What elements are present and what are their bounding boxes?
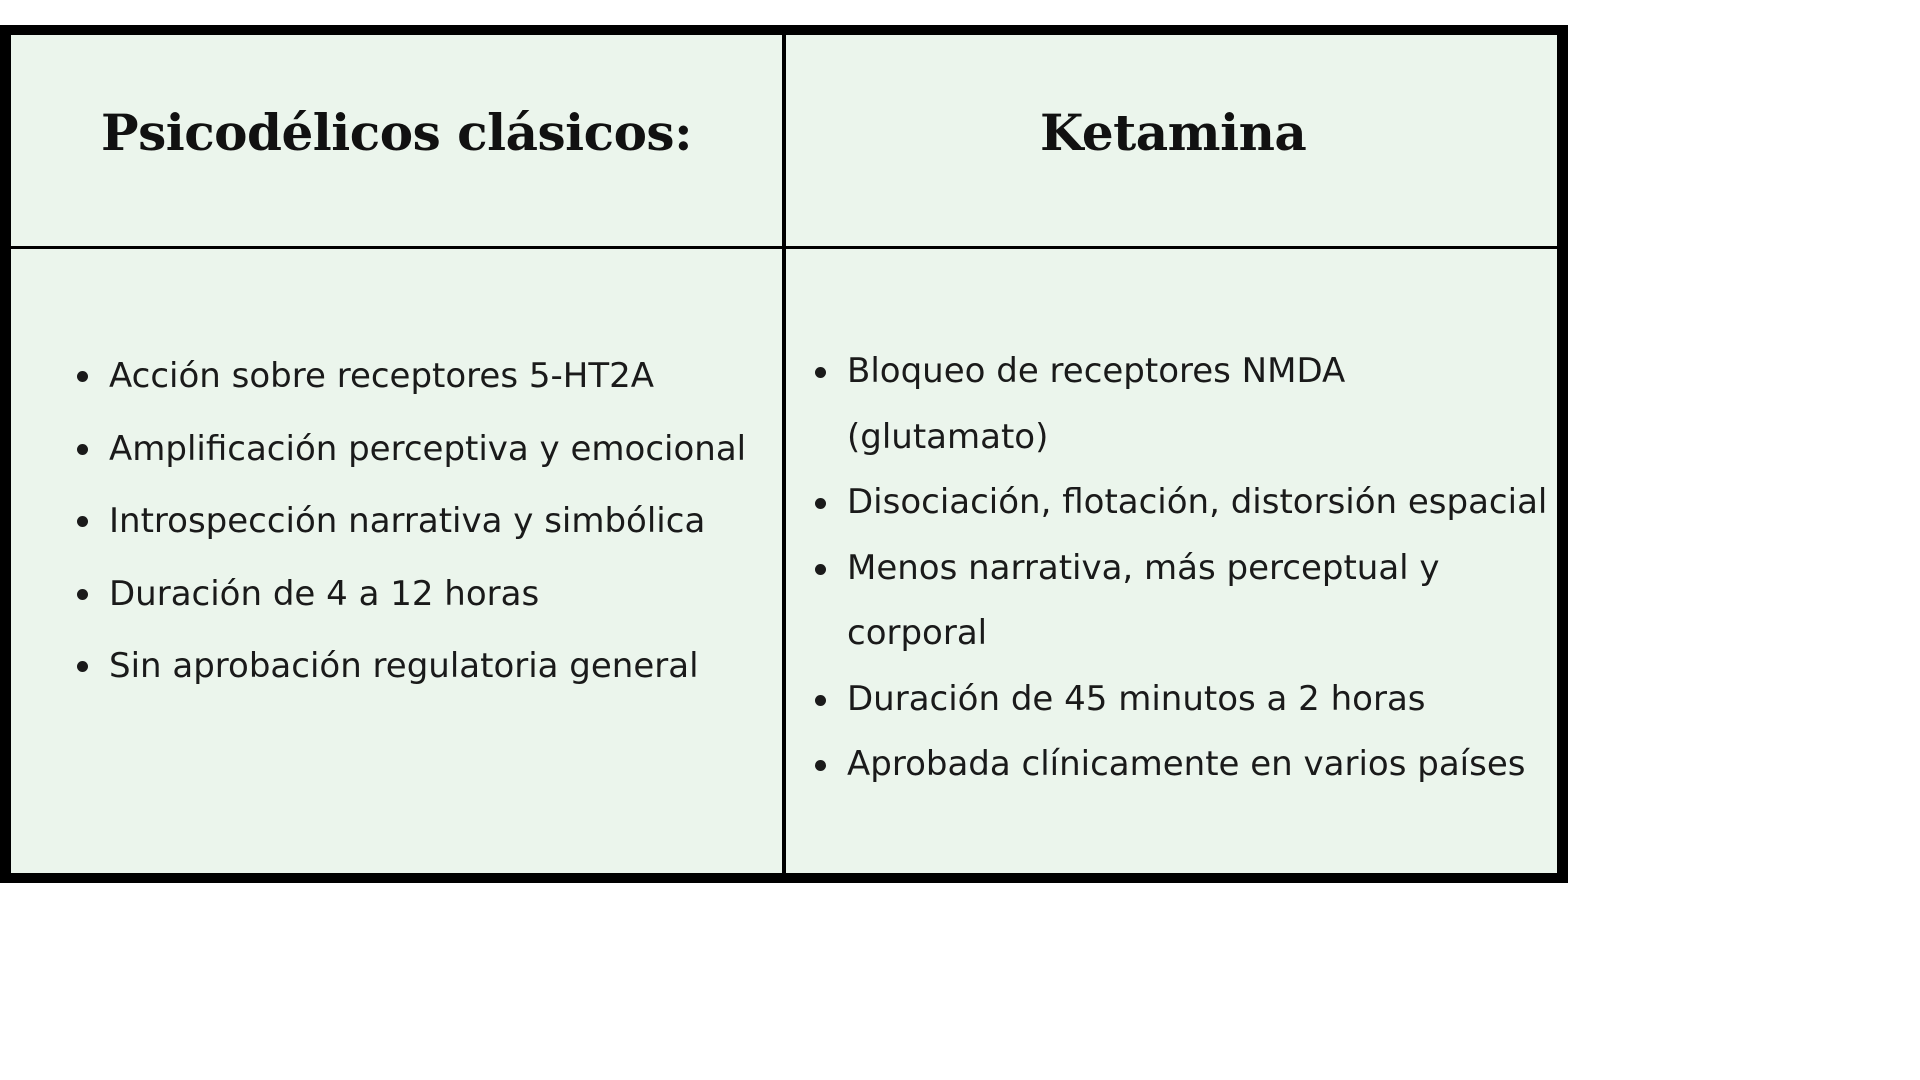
row-divider [0,246,1568,249]
table-right-border [1557,25,1568,883]
ketamina-features-list [815,339,1550,798]
header-ketamina: Ketamina [1040,103,1307,162]
list-item: Sin aprobación regulatoria general [77,640,767,692]
column-divider [782,25,786,883]
list-item: Duración de 45 minutos a 2 horas [815,667,1550,733]
list-item: Duración de 4 a 12 horas [77,568,767,620]
list-item: Aprobada clínicamente en varios países [815,732,1550,798]
list-item: Menos narrativa, más perceptual y corporal [815,536,1550,667]
list-item: Amplificación perceptiva y emocional [77,423,767,475]
list-item: Disociación, flotación, distorsión espacial [815,470,1550,536]
list-item: Acción sobre receptores 5-HT2A [77,350,767,402]
list-item: Bloqueo de receptores NMDA (glutamato) [815,339,1550,470]
list-item: Introspección narrativa y simbólica [77,495,767,547]
header-psicodelicos-clasicos: Psicodélicos clásicos: [101,103,693,162]
psicodelicos-features-list [77,350,767,713]
